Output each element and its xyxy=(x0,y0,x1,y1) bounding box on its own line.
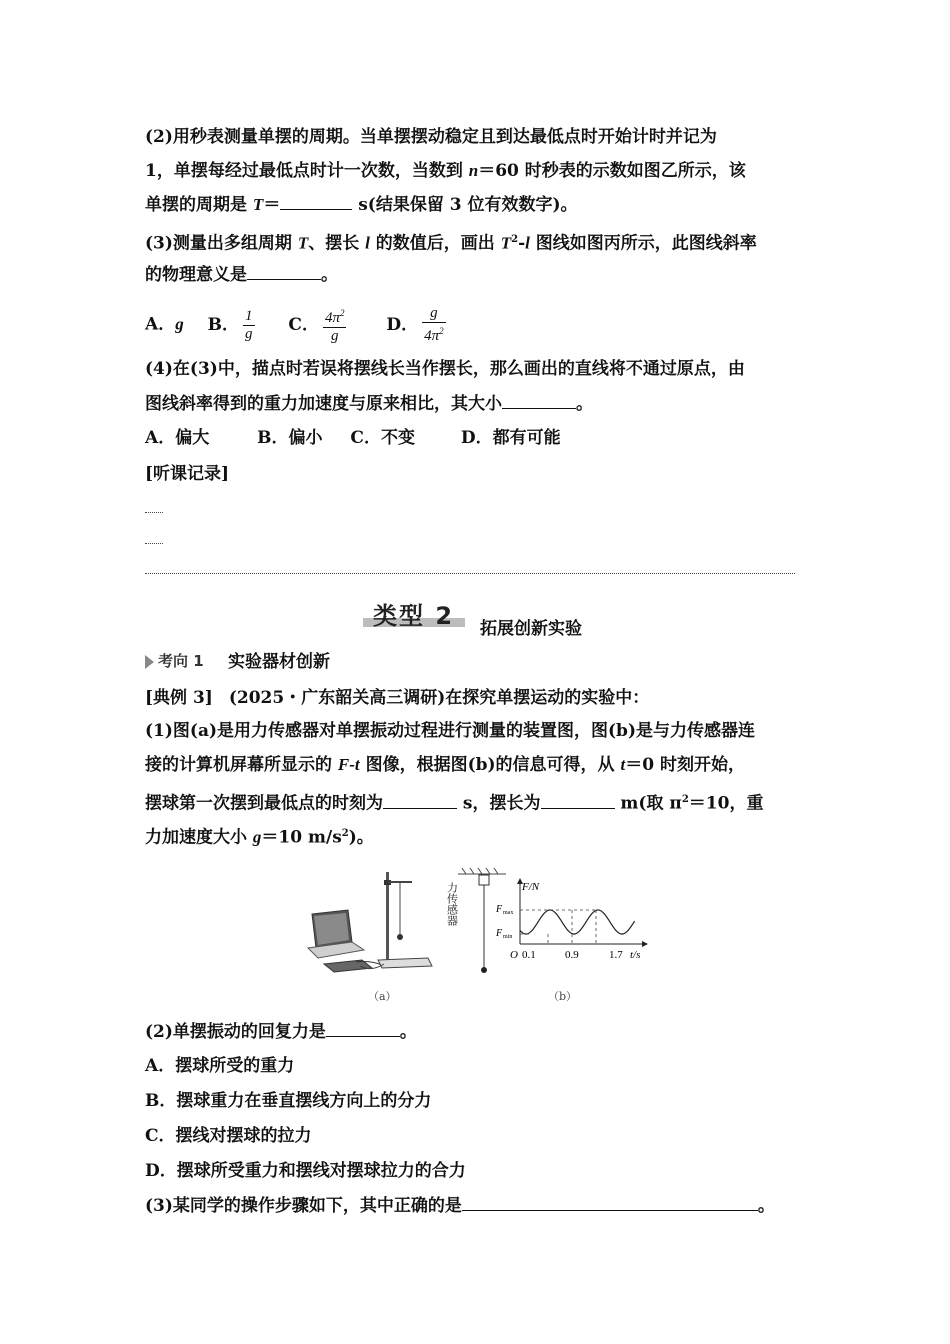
fraction-1-over-g: $\frac{1}{g}$ xyxy=(245,307,253,342)
q4-line2: 图线斜率得到的重力加速度与原来相比，其大小 。 xyxy=(145,394,593,414)
force-sensor-diagram xyxy=(458,868,506,973)
fraction-4pi2-over-g: $\frac{4\pi^2}{g}$ xyxy=(323,305,347,345)
example-p4: 力加速度大小 g＝10 $m/s^2$)。 xyxy=(145,827,374,848)
origin-label: O xyxy=(510,949,518,961)
q4-option-c[interactable]: C．不变 xyxy=(350,428,415,448)
fmin-label: F xyxy=(496,928,503,939)
type-title: 拓展创新实验 xyxy=(480,619,582,639)
laptop-icon xyxy=(308,910,364,958)
f-t-curve xyxy=(520,910,635,934)
q2b-option-d[interactable]: D．摆球所受重力和摆线对摆球拉力的合力 xyxy=(145,1161,466,1181)
q3b-stem: (3)某同学的操作步骤如下，其中正确的是 。 xyxy=(145,1196,775,1216)
example-header: [典例 3] (2025・广东韶关高三调研)在探究单摆运动的实验中： xyxy=(145,688,650,708)
sensor-label: 力传感器 xyxy=(445,882,459,926)
x-tick: 0.9 xyxy=(565,949,579,961)
answer-blank[interactable] xyxy=(541,792,615,809)
answer-blank[interactable] xyxy=(383,792,457,809)
q2b-stem: (2)单摆振动的回复力是 。 xyxy=(145,1022,417,1042)
stand-icon xyxy=(360,872,432,969)
q2b-option-a[interactable]: A．摆球所受的重力 xyxy=(145,1056,295,1076)
example-p3: 摆球第一次摆到最低点的时刻为 s，摆长为 m(取 $\pi^2=10$，重 xyxy=(145,793,764,814)
q3-options: A．g B． $\frac{1}{g}$ C． $\frac{4\pi^2}{g}$ D． $\frac{g}{4\pi^2}$ xyxy=(145,305,444,344)
note-line xyxy=(145,512,163,513)
q4-option-d[interactable]: D．都有可能 xyxy=(460,428,561,448)
kaoxiang-badge: 考向 1 xyxy=(145,650,204,671)
q2b-option-c[interactable]: C．摆线对摆球的拉力 xyxy=(145,1126,312,1146)
type-badge: 类型 2 xyxy=(363,598,465,628)
triangle-icon xyxy=(145,655,154,669)
note-line xyxy=(145,543,163,544)
q4-line1: (4)在(3)中，描点时若误将摆线长当作摆长，那么画出的直线将不通过原点，由 xyxy=(145,359,745,379)
answer-blank[interactable] xyxy=(280,193,352,210)
fmin-sub: min xyxy=(503,934,513,940)
caption-b: （b） xyxy=(548,990,578,1003)
y-axis-label: F/N xyxy=(522,881,540,893)
q2b-option-b[interactable]: B．摆球重力在垂直摆线方向上的分力 xyxy=(145,1091,432,1111)
notes-label: [听课记录] xyxy=(145,464,230,484)
caption-a: （a） xyxy=(368,990,397,1003)
answer-blank[interactable] xyxy=(326,1020,400,1037)
x-tick: 1.7 xyxy=(609,949,623,961)
kaoxiang-title: 实验器材创新 xyxy=(228,652,330,672)
example-p1: (1)图(a)是用力传感器对单摆振动过程进行测量的装置图，图(b)是与力传感器连 xyxy=(145,721,755,741)
q2-line3: 单摆的周期是 T＝ s(结果保留 3 位有效数字)。 xyxy=(145,195,578,215)
q3-line2: 的物理意义是 。 xyxy=(145,265,338,285)
x-axis-label: t/s xyxy=(630,949,641,961)
answer-blank[interactable] xyxy=(247,263,321,280)
answer-blank[interactable] xyxy=(502,392,576,409)
section-divider xyxy=(145,573,795,574)
q4-option-b[interactable]: B．偏小 xyxy=(257,428,323,448)
pendulum-figure xyxy=(300,862,660,1010)
fraction-g-over-4pi2: $\frac{g}{4\pi^2}$ xyxy=(424,305,444,344)
figure-svg xyxy=(300,862,660,1010)
q2-line2: 1，单摆每经过最低点时计一次数，当数到 n＝60 时秒表的示数如图乙所示，该 xyxy=(145,161,746,181)
fmax-sub: max xyxy=(503,910,514,916)
q2-line1: (2)用秒表测量单摆的周期。当单摆摆动稳定且到达最低点时开始计时并记为 xyxy=(145,127,717,147)
q4-options xyxy=(145,426,561,450)
q4-option-a[interactable]: A．偏大 xyxy=(145,428,210,448)
fmax-label: F xyxy=(496,904,503,915)
example-p2: 接的计算机屏幕所显示的 F-t 图像，根据图(b)的信息可得，从 t＝0 时刻开始， xyxy=(145,755,745,775)
q3-line1: (3)测量出多组周期 T、摆长 l 的数值后，画出 $T^2-l$ 图线如图丙所示，此图线斜率 xyxy=(145,233,757,254)
answer-blank[interactable] xyxy=(462,1194,758,1211)
x-tick: 0.1 xyxy=(522,949,536,961)
